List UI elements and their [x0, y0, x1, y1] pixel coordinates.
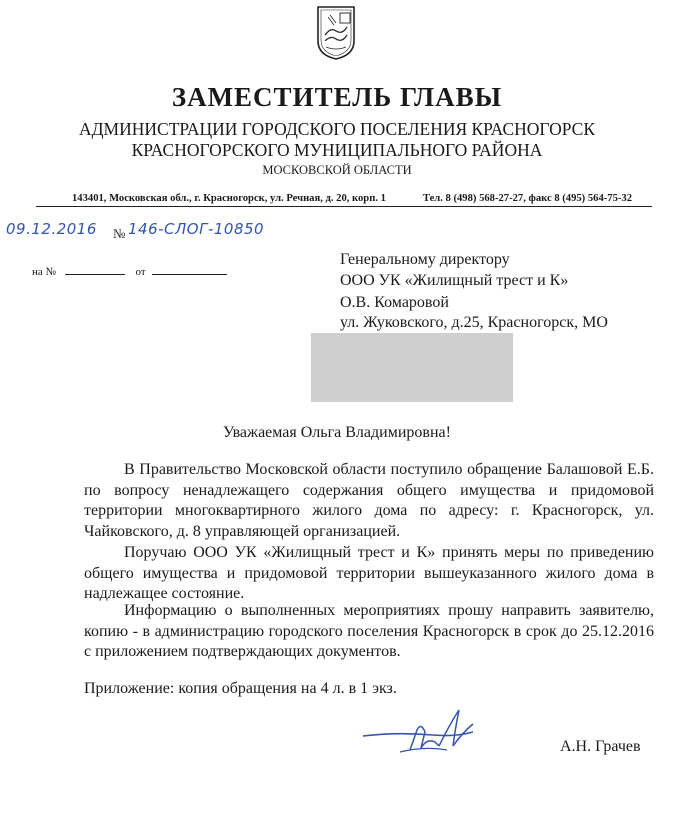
organization-line-1: АДМИНИСТРАЦИИ ГОРОДСКОГО ПОСЕЛЕНИЯ КРАСНОГОРСК — [78, 119, 596, 139]
handwritten-signature-icon — [355, 702, 495, 760]
addressee-position: Генеральному директору — [340, 251, 510, 268]
salutation: Уважаемая Ольга Владимировна! — [223, 424, 451, 441]
reply-number-label: на № — [32, 266, 57, 278]
reply-date-label: от — [135, 266, 146, 278]
phone-fax: Тел. 8 (498) 568-27-27, факс 8 (495) 564-75-32 — [422, 193, 632, 204]
organization-line-2: КРАСНОГОРСКОГО МУНИЦИПАЛЬНОГО РАЙОНА — [131, 140, 543, 160]
coat-of-arms-icon — [316, 5, 356, 61]
document-title: ЗАМЕСТИТЕЛЬ ГЛАВЫ — [171, 82, 503, 112]
signer-name: А.Н. Грачев — [560, 738, 641, 755]
reply-reference-line — [32, 265, 227, 278]
office-address: 143401, Московская обл., г. Красногорск, ул. Речная, д. 20, корп. 1 — [72, 193, 386, 204]
region-line: МОСКОВСКОЙ ОБЛАСТИ — [262, 163, 412, 177]
reply-number-blank — [65, 265, 125, 275]
paragraph-3: Информацию о выполненных мероприятиях прошу направить заявителю, копию - в администрацию городского поселения Красногорск в срок до 25.12.2016 с приложением подтверждающих документов. — [84, 602, 654, 660]
number-sign: № — [113, 226, 126, 241]
attachment-note: Приложение: копия обращения на 4 л. в 1 экз. — [84, 680, 397, 697]
redaction-block — [311, 333, 513, 402]
handwritten-registration-number: 146-СЛОГ-10850 — [128, 220, 265, 238]
handwritten-date: 09.12.2016 — [6, 220, 97, 238]
paragraph-2: Поручаю ООО УК «Жилищный трест и К» принять меры по приведению общего имущества и придомовой территории вышеуказанного жилого дома в надлежащее состояние. — [84, 544, 654, 602]
header-divider — [36, 206, 652, 207]
addressee-address: ул. Жуковского, д.25, Красногорск, МО — [340, 314, 608, 331]
addressee-name: О.В. Комаровой — [340, 294, 449, 311]
reply-date-blank — [152, 265, 227, 275]
addressee-company: ООО УК «Жилищный трест и К» — [340, 272, 569, 289]
paragraph-1: В Правительство Московской области поступило обращение Балашовой Е.Б. по вопросу ненадлежащего содержания общего имущества и придомовой территории многоквартирного жилого дома по адресу: г. Красногорск, ул. Чайковского, д. 8 управляющей организацией. — [84, 461, 654, 540]
